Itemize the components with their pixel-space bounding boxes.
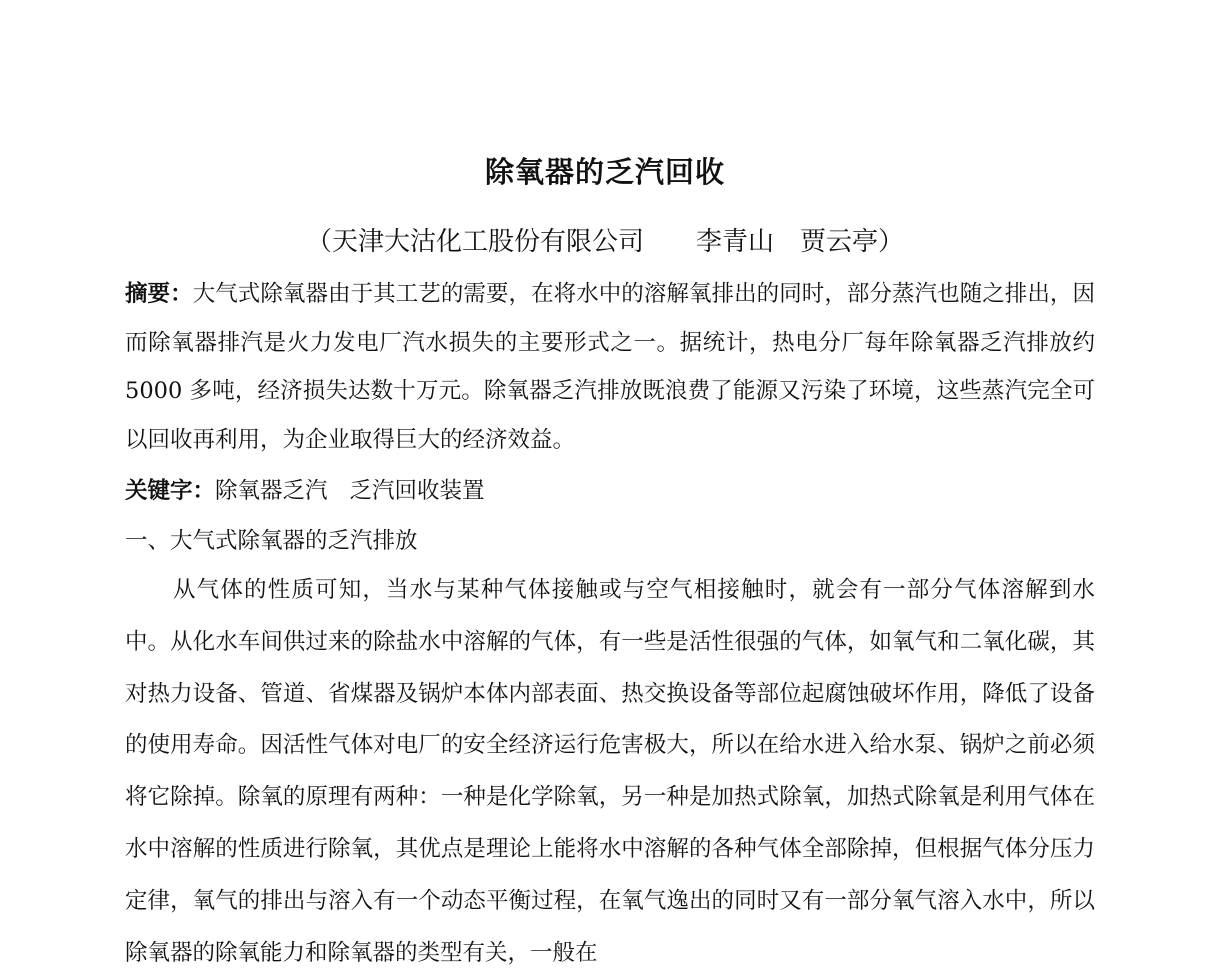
abstract: [125, 270, 1095, 464]
keyword-item: 乏汽回收装置: [349, 478, 485, 504]
abstract-text: 大气式除氧器由于其工艺的需要，在将水中的溶解氧排出的同时，部分蒸汽也随之排出，因而除氧器排汽是火力发电厂汽水损失的主要形式之一。据统计，热电分厂每年除氧器乏汽排放约 5000 多吨，经济损失达数十万元。除氧器乏汽排放既浪费了能源又污染了环境，这些蒸汽完全可以回收再利用，为企业取得巨大的经济效益。: [125, 281, 1095, 453]
keywords: [125, 465, 1095, 517]
keyword-item: 除氧器乏汽: [215, 478, 328, 504]
body-paragraph: 从气体的性质可知，当水与某种气体接触或与空气相接触时，就会有一部分气体溶解到水中。从化水车间供过来的除盐水中溶解的气体，有一些是活性很强的气体，如氧气和二氧化碳，其对热力设备、管道、省煤器及锅炉本体内部表面、热交换设备等部位起腐蚀破坏作用，降低了设备的使用寿命。因活性气体对电厂的安全经济运行危害极大，所以在给水进入给水泵、锅炉之前必须将它除掉。除氧的原理有两种：一种是化学除氧，另一种是加热式除氧，加热式除氧是利用气体在水中溶解的性质进行除氧，其优点是理论上能将水中溶解的各种气体全部除掉，但根据气体分压力定律，氧气的排出与溶入有一个动态平衡过程，在氧气逸出的同时又有一部分氧气溶入水中，所以除氧器的除氧能力和除氧器的类型有关，一般在: [125, 577, 1095, 966]
document-title: 除氧器的乏汽回收: [484, 155, 725, 189]
section-heading: 一、大气式除氧器的乏汽排放: [125, 528, 418, 554]
keywords-label: 关键字：: [125, 478, 216, 504]
author-affiliation: （天津大沽化工股份有限公司 李青山 贾云亭）: [305, 227, 904, 257]
abstract-label: 摘要：: [125, 281, 193, 307]
